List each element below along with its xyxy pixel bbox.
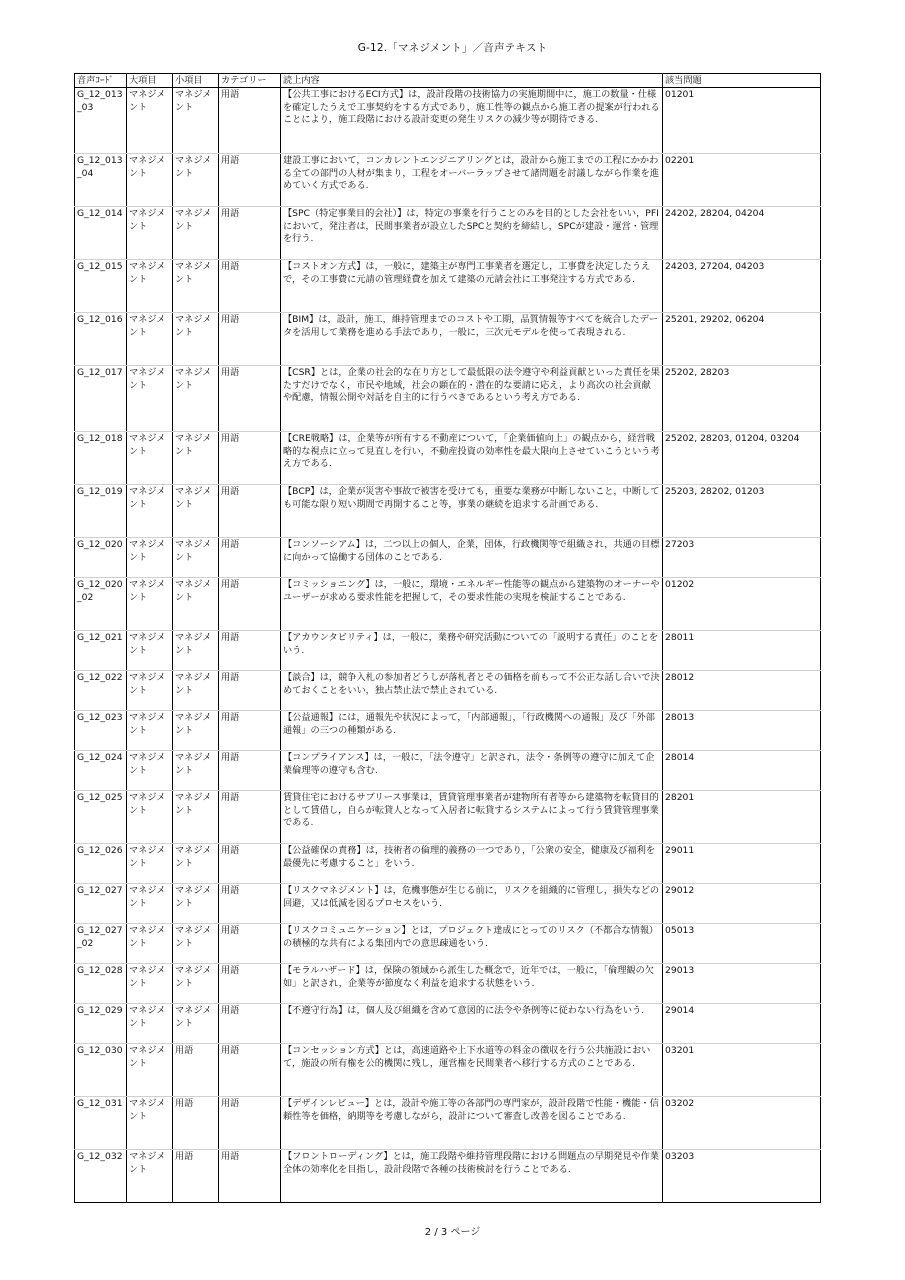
cell-text: 【リスクコミュニケーション】とは，プロジェクト達成にとってのリスク（不都合な情報）の積極的な共有による集団内での意思疎通をいう. — [281, 924, 663, 964]
cell-code: G_12_014 — [75, 207, 127, 260]
cell-ref: 25203, 28202, 01203 — [663, 485, 821, 538]
cell-text: 【リスクマネジメント】は，危機事態が生じる前に，リスクを組織的に管理し，損失などの回避，又は低減を図るプロセスをいう. — [281, 884, 663, 924]
cell-category: 用語 — [219, 578, 281, 631]
cell-category: 用語 — [219, 711, 281, 751]
table-header-row — [75, 74, 821, 88]
cell-major: マネジメント — [127, 432, 173, 485]
cell-minor: マネジメント — [173, 207, 219, 260]
cell-minor: マネジメント — [173, 671, 219, 711]
page-title: G-12.「マネジメント」／音声テキスト — [357, 42, 548, 54]
cell-code: G_12_028 — [75, 964, 127, 1004]
cell-minor: マネジメント — [173, 432, 219, 485]
cell-major: マネジメント — [127, 366, 173, 432]
cell-category: 用語 — [219, 751, 281, 791]
cell-category: 用語 — [219, 432, 281, 485]
column-header-code: 音声ｺｰﾄﾞ — [75, 74, 127, 88]
cell-major: マネジメント — [127, 313, 173, 366]
cell-text: 【コストオン方式】は，一般に，建築主が専門工事業者を選定し，工事費を決定したうえで，その工事費に元請の管理経費を加えて建築の元請会社に工事発注する方式である. — [281, 260, 663, 313]
cell-ref: 28201 — [663, 791, 821, 844]
cell-minor: マネジメント — [173, 924, 219, 964]
cell-code: G_12_024 — [75, 751, 127, 791]
cell-ref: 29013 — [663, 964, 821, 1004]
cell-category: 用語 — [219, 884, 281, 924]
cell-code: G_12_020 — [75, 538, 127, 578]
cell-minor: マネジメント — [173, 884, 219, 924]
table-row — [75, 578, 821, 631]
cell-code: G_12_021 — [75, 631, 127, 671]
column-header-major: 大項目 — [127, 74, 173, 88]
cell-ref: 25202, 28203 — [663, 366, 821, 432]
cell-text: 【CRE戦略】は，企業等が所有する不動産について，「企業価値向上」の観点から，経営戦略的な視点に立って見直しを行い，不動産投資の効率性を最大限向上させていこうという考え方である. — [281, 432, 663, 485]
table-row — [75, 1150, 821, 1203]
cell-major: マネジメント — [127, 207, 173, 260]
cell-code: G_12_019 — [75, 485, 127, 538]
cell-ref: 25202, 28203, 01204, 03204 — [663, 432, 821, 485]
cell-category: 用語 — [219, 485, 281, 538]
voice-text-table — [74, 73, 821, 1203]
cell-major: マネジメント — [127, 88, 173, 154]
cell-minor: マネジメント — [173, 313, 219, 366]
cell-code: G_12_031 — [75, 1097, 127, 1150]
cell-code: G_12_027_02 — [75, 924, 127, 964]
cell-minor: マネジメント — [173, 964, 219, 1004]
cell-major: マネジメント — [127, 671, 173, 711]
cell-text: 建設工事において，コンカレントエンジニアリングとは，設計から施工までの工程にかかわる全ての部門の人材が集まり，工程をオーバーラップさせて諸問題を討議しながら作業を進めていく方式である. — [281, 154, 663, 207]
cell-major: マネジメント — [127, 154, 173, 207]
table-row — [75, 366, 821, 432]
cell-minor: マネジメント — [173, 260, 219, 313]
cell-category: 用語 — [219, 88, 281, 154]
cell-text: 【フロントローディング】とは，施工段階や維持管理段階における問題点の早期発見や作業全体の効率化を目指し，設計段階で各種の技術検討を行うことである. — [281, 1150, 663, 1203]
cell-code: G_12_029 — [75, 1004, 127, 1044]
cell-major: マネジメント — [127, 260, 173, 313]
cell-category: 用語 — [219, 313, 281, 366]
cell-major: マネジメント — [127, 1150, 173, 1203]
cell-minor: 用語 — [173, 1150, 219, 1203]
page-number: 2 / 3 ページ — [424, 1227, 481, 1238]
cell-ref: 29011 — [663, 844, 821, 884]
cell-text: 【アカウンタビリティ】は，一般に，業務や研究活動についての「説明する責任」のことをいう. — [281, 631, 663, 671]
cell-minor: マネジメント — [173, 578, 219, 631]
column-header-ref: 該当問題 — [663, 74, 821, 88]
cell-ref: 29012 — [663, 884, 821, 924]
column-header-minor: 小項目 — [173, 74, 219, 88]
cell-text: 【BCP】は，企業が災害や事故で被害を受けても，重要な業務が中断しないこと，中断しても可能な限り短い期間で再開すること等，事業の継続を追求する計画である. — [281, 485, 663, 538]
cell-text: 【コミッショニング】は，一般に，環境・エネルギー性能等の観点から建築物のオーナーやユーザーが求める要求性能を把握して，その要求性能の実現を検証することである. — [281, 578, 663, 631]
table-row — [75, 485, 821, 538]
cell-category: 用語 — [219, 924, 281, 964]
cell-code: G_12_030 — [75, 1044, 127, 1097]
cell-major: マネジメント — [127, 1097, 173, 1150]
cell-code: G_12_018 — [75, 432, 127, 485]
table-row — [75, 1044, 821, 1097]
cell-text: 【公益確保の責務】は，技術者の倫理的義務の一つであり，「公衆の安全，健康及び福利を最優先に考慮すること」をいう. — [281, 844, 663, 884]
cell-category: 用語 — [219, 366, 281, 432]
cell-minor: マネジメント — [173, 791, 219, 844]
cell-ref: 27203 — [663, 538, 821, 578]
cell-major: マネジメント — [127, 631, 173, 671]
cell-ref: 03201 — [663, 1044, 821, 1097]
cell-minor: 用語 — [173, 1097, 219, 1150]
cell-text: 【談合】は，競争入札の参加者どうしが落札者とその価格を前もって不公正な話し合いで決めておくことをいい，独占禁止法で禁止されている. — [281, 671, 663, 711]
cell-major: マネジメント — [127, 844, 173, 884]
cell-major: マネジメント — [127, 924, 173, 964]
cell-major: マネジメント — [127, 1044, 173, 1097]
cell-category: 用語 — [219, 671, 281, 711]
cell-category: 用語 — [219, 844, 281, 884]
cell-category: 用語 — [219, 964, 281, 1004]
cell-minor: マネジメント — [173, 1004, 219, 1044]
cell-text: 【デザインレビュー】とは，設計や施工等の各部門の専門家が，設計段階で性能・機能・信頼性等を価格，納期等を考慮しながら，設計について審査し改善を図ることである. — [281, 1097, 663, 1150]
cell-code: G_12_017 — [75, 366, 127, 432]
cell-text: 賃貸住宅におけるサブリース事業は，賃貸管理事業者が建物所有者等から建築物を転貸目的として賃借し，自らが転貸人となって入居者に転貸するシステムによって行う賃貸管理事業である. — [281, 791, 663, 844]
table-row — [75, 313, 821, 366]
cell-text: 【SPC（特定事業目的会社）】は，特定の事業を行うことのみを目的とした会社をいい，PFIにおいて，発注者は，民間事業者が設立したSPCと契約を締結し，SPCが建設・運営・管理を行う. — [281, 207, 663, 260]
table-row — [75, 884, 821, 924]
cell-ref: 24203, 27204, 04203 — [663, 260, 821, 313]
cell-text: 【コンソーシアム】は，二つ以上の個人，企業，団体，行政機関等で組織され，共通の目標に向かって協働する団体のことである. — [281, 538, 663, 578]
cell-major: マネジメント — [127, 1004, 173, 1044]
cell-ref: 28011 — [663, 631, 821, 671]
cell-ref: 24202, 28204, 04204 — [663, 207, 821, 260]
cell-minor: マネジメント — [173, 88, 219, 154]
table-row — [75, 1004, 821, 1044]
table-row — [75, 538, 821, 578]
table-row — [75, 711, 821, 751]
table-row — [75, 88, 821, 154]
cell-ref: 03202 — [663, 1097, 821, 1150]
cell-category: 用語 — [219, 631, 281, 671]
column-header-category: カテゴリー — [219, 74, 281, 88]
cell-ref: 25201, 29202, 06204 — [663, 313, 821, 366]
cell-category: 用語 — [219, 791, 281, 844]
cell-text: 【コンセッション方式】とは，高速道路や上下水道等の料金の徴収を行う公共施設において，施設の所有権を公的機関に残し，運営権を民間業者へ移行する方式のことである. — [281, 1044, 663, 1097]
table-row — [75, 631, 821, 671]
cell-category: 用語 — [219, 207, 281, 260]
cell-minor: マネジメント — [173, 711, 219, 751]
cell-code: G_12_022 — [75, 671, 127, 711]
cell-ref: 05013 — [663, 924, 821, 964]
cell-category: 用語 — [219, 1004, 281, 1044]
table-row — [75, 924, 821, 964]
cell-ref: 28012 — [663, 671, 821, 711]
cell-ref: 28013 — [663, 711, 821, 751]
cell-text: 【公共工事におけるECI方式】は，設計段階の技術協力の実施期間中に，施工の数量・仕様を確定したうえで工事契約をする方式であり，施工性等の観点から施工者の提案が行われることにより，施工段階における設計変更の発生リスクの減少等が期待できる. — [281, 88, 663, 154]
table-row — [75, 207, 821, 260]
cell-text: 【BIM】は，設計，施工，維持管理までのコストや工期，品質情報等すべてを統合したデータを活用して業務を進める手法であり，一般に，三次元モデルを使って表現される. — [281, 313, 663, 366]
cell-category: 用語 — [219, 1150, 281, 1203]
table-row — [75, 751, 821, 791]
table-row — [75, 791, 821, 844]
cell-major: マネジメント — [127, 884, 173, 924]
cell-category: 用語 — [219, 1044, 281, 1097]
cell-minor: マネジメント — [173, 844, 219, 884]
cell-text: 【モラルハザード】は，保険の領域から派生した概念で，近年では，一般に，「倫理観の欠如」と訳され，企業等が節度なく利益を追求する状態をいう. — [281, 964, 663, 1004]
cell-minor: マネジメント — [173, 631, 219, 671]
cell-minor: マネジメント — [173, 366, 219, 432]
cell-code: G_12_013_03 — [75, 88, 127, 154]
table-row — [75, 964, 821, 1004]
cell-major: マネジメント — [127, 964, 173, 1004]
table-row — [75, 1097, 821, 1150]
cell-code: G_12_025 — [75, 791, 127, 844]
cell-category: 用語 — [219, 1097, 281, 1150]
cell-text: 【不遵守行為】は，個人及び組織を含めて意図的に法令や条例等に従わない行為をいう. — [281, 1004, 663, 1044]
table-body — [75, 88, 821, 1203]
cell-minor: マネジメント — [173, 154, 219, 207]
cell-ref: 03203 — [663, 1150, 821, 1203]
table-row — [75, 844, 821, 884]
table-row — [75, 154, 821, 207]
cell-text: 【公益通報】には，通報先や状況によって，「内部通報」，「行政機関への通報」及び「外部通報」の三つの種類がある. — [281, 711, 663, 751]
cell-code: G_12_023 — [75, 711, 127, 751]
cell-major: マネジメント — [127, 791, 173, 844]
cell-code: G_12_032 — [75, 1150, 127, 1203]
cell-minor: マネジメント — [173, 751, 219, 791]
cell-major: マネジメント — [127, 538, 173, 578]
table-row — [75, 671, 821, 711]
table-row — [75, 260, 821, 313]
cell-minor: 用語 — [173, 1044, 219, 1097]
cell-code: G_12_027 — [75, 884, 127, 924]
cell-minor: マネジメント — [173, 485, 219, 538]
cell-ref: 01202 — [663, 578, 821, 631]
cell-ref: 28014 — [663, 751, 821, 791]
cell-ref: 29014 — [663, 1004, 821, 1044]
cell-text: 【コンプライアンス】は，一般に，「法令遵守」と訳され，法令・条例等の遵守に加えて企業倫理等の遵守も含む. — [281, 751, 663, 791]
cell-code: G_12_015 — [75, 260, 127, 313]
cell-major: マネジメント — [127, 485, 173, 538]
cell-code: G_12_026 — [75, 844, 127, 884]
cell-category: 用語 — [219, 538, 281, 578]
cell-category: 用語 — [219, 154, 281, 207]
cell-minor: マネジメント — [173, 538, 219, 578]
cell-code: G_12_020_02 — [75, 578, 127, 631]
cell-code: G_12_013_04 — [75, 154, 127, 207]
cell-ref: 01201 — [663, 88, 821, 154]
cell-code: G_12_016 — [75, 313, 127, 366]
cell-major: マネジメント — [127, 578, 173, 631]
cell-major: マネジメント — [127, 711, 173, 751]
cell-major: マネジメント — [127, 751, 173, 791]
cell-ref: 02201 — [663, 154, 821, 207]
cell-text: 【CSR】とは，企業の社会的な在り方として最低限の法令遵守や利益貢献といった責任を果たすだけでなく，市民や地域，社会の顕在的・潜在的な要請に応え，より高次の社会貢献や配慮，情報公開や対話を自主的に行うべきであるという考え方である. — [281, 366, 663, 432]
cell-category: 用語 — [219, 260, 281, 313]
table-row — [75, 432, 821, 485]
column-header-text: 読上内容 — [281, 74, 663, 88]
